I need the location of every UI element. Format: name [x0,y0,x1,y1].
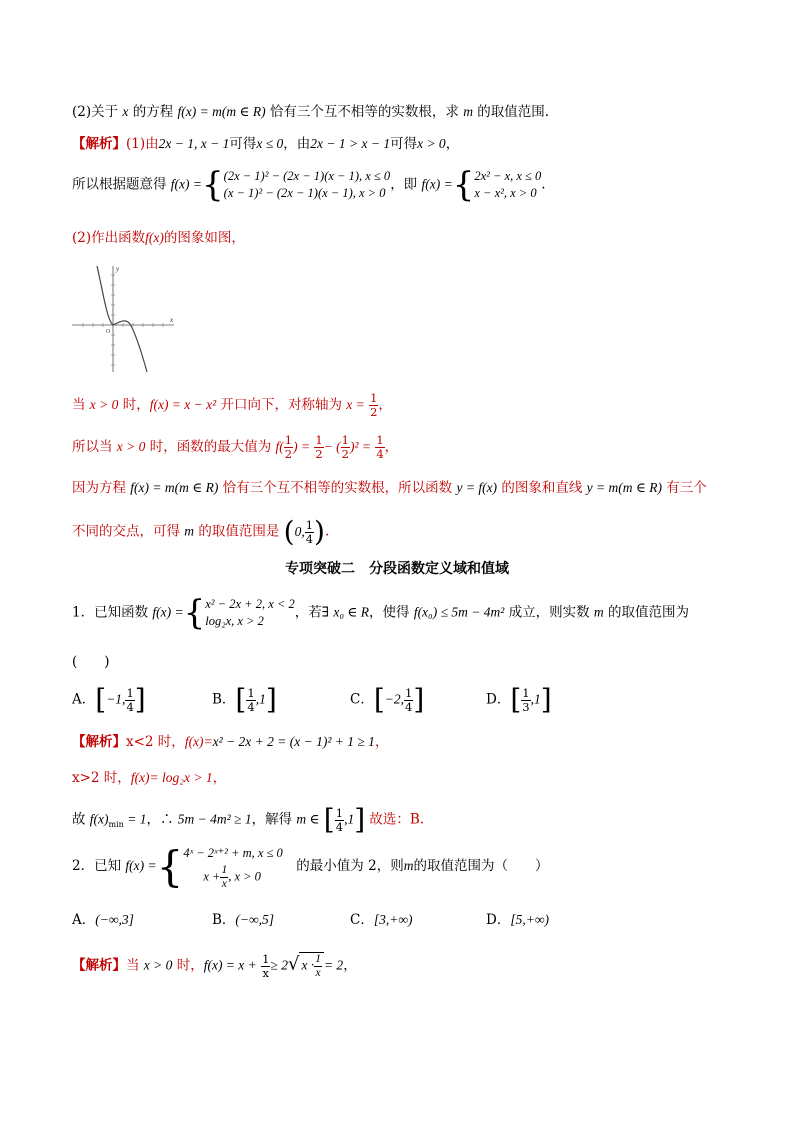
origin-label: O [106,329,111,335]
solution-line-7: 不同的交点，可得 m 的取值范围是 (0, $\frac{1}{4}$ ). [72,515,330,548]
solution-line-3: (2)作出函数f(x)的图象如图， [72,230,245,246]
p1-option-d[interactable]: D．[ $\frac{1}{3}$ ,1] [486,683,552,716]
answer-2-line-1: 【解析】当 x > 0 时，f(x) = x + $\frac{1}{x}$ ≥ 2√ x · $\frac{1}{x}$ = 2， [72,951,357,980]
function-graph [70,262,180,374]
p2-option-c[interactable]: C．[3,+∞) [350,912,413,928]
problem-1-statement: 1．已知函数 f(x) ={ x² − 2x + 2, x < 2 log₂x, x > 2 ，若∃ x₀ ∈ R，使得 f(x₀) ≤ 5m − 4m² 成立，则实数 m 的取值范围为 [72,593,689,633]
answer-1-line-1: 【解析】x<2 时，f(x)=x² − 2x + 2 = (x − 1)² + 1 ≥ 1， [72,734,389,750]
p1-option-c[interactable]: C．[−2, $\frac{1}{4}$ ] [350,683,425,716]
q2-statement: (2)关于 x 的方程 f(x) = m(m ∈ R) 恰有三个互不相等的实数根，求 m 的取值范围. [72,104,550,120]
curve [97,266,147,372]
solution-line-4: 当 x > 0 时，f(x) = x − x² 开口向下，对称轴为 x = $\frac{1}{2}$ ， [72,391,392,419]
solution-line-6: 因为方程 f(x) = m(m ∈ R) 恰有三个互不相等的实数根，所以函数 y = f(x) 的图象和直线 y = m(m ∈ R) 有三个 [72,480,707,496]
answer-1-line-2: x>2 时，f(x)= log₂x > 1， [72,770,227,786]
p2-option-d[interactable]: D．[5,+∞) [486,912,549,928]
p1-option-a[interactable]: A．[−1, $\frac{1}{4}$ ] [72,683,146,716]
p2-option-a[interactable]: A．(−∞,3] [72,912,134,928]
solution-line-5: 所以当 x > 0 时，函数的最大值为 f( $\frac{1}{2}$ ) = $\frac{1}{2}$ − ( $\frac{1}{2}$ )² = $\frac{1}{4}$ ， [72,433,399,461]
section-title: 专项突破二 分段函数定义域和值域 [285,561,509,577]
x-label: x [170,316,174,324]
p2-option-b[interactable]: B．(−∞,5] [212,912,275,928]
problem-2-statement: 2．已知 f(x) ={ 4ˣ − 2ˣ⁺² + m, x ≤ 0 x + $\frac{1}{x}$ , x > 0 的最小值为 2，则m的取值范围为（ ） [72,841,549,891]
solution-line-2: 所以根据题意得 f(x) ={ (2x − 1)² − (2x − 1)(x − 1), x ≤ 0 (x − 1)² − (2x − 1)(x − 1), x > 0 ，即 f(x) ={ 2x² − x, x ≤ 0 x − x², x > 0 . [72,165,546,205]
y-label: y [116,265,120,273]
problem-1-paren: ( ) [72,654,110,670]
p1-option-b[interactable]: B．[ $\frac{1}{4}$ ,1] [212,683,277,716]
answer-1-line-3: 故 $f(x)_{min} = 1$，∴ 5m − 4m² ≥ 1，解得 m ∈ [ $\frac{1}{4}$ ,1] 故选：B. [72,803,425,836]
solution-line-1: 【解析】(1)由2x − 1, x − 1可得x ≤ 0，由2x − 1 > x − 1可得x > 0， [72,136,460,152]
